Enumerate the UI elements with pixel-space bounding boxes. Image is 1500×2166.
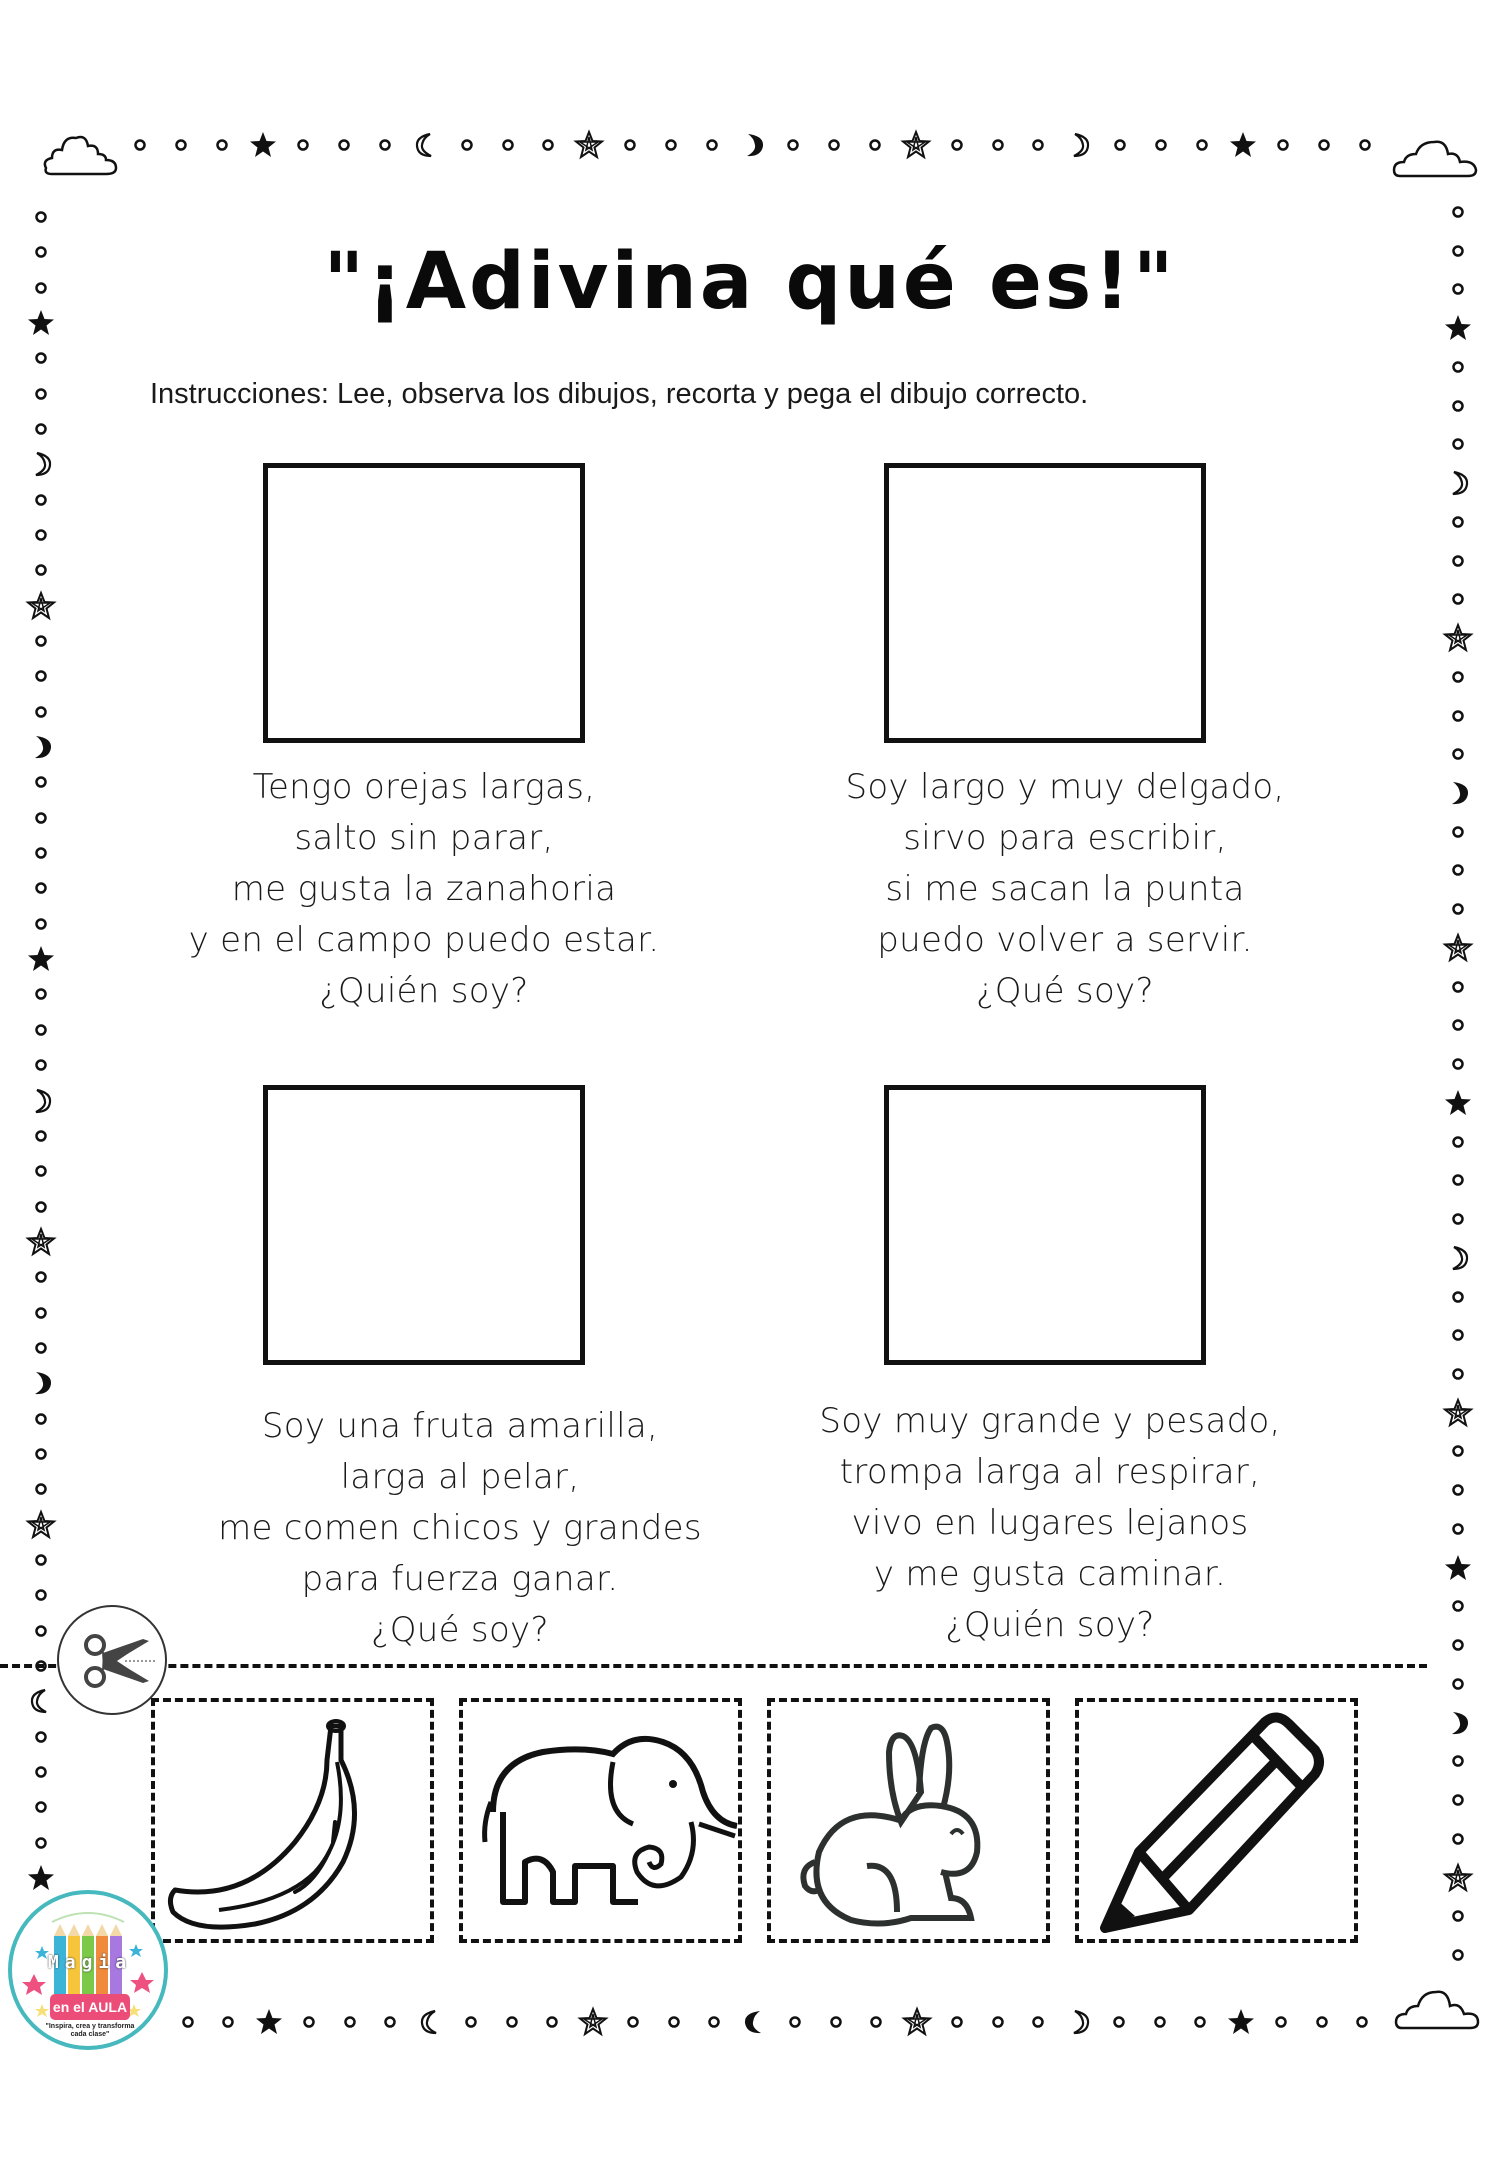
riddle-1 bbox=[174, 762, 674, 1017]
riddle-line: vivo en lugares lejanos bbox=[851, 1503, 1249, 1543]
riddle-2 bbox=[815, 762, 1315, 1017]
brand-logo bbox=[8, 1890, 168, 2050]
riddle-line: trompa larga al respirar, bbox=[839, 1452, 1261, 1492]
riddle-4 bbox=[800, 1396, 1300, 1651]
cut-line bbox=[0, 1664, 1427, 1668]
riddle-question: ¿Quién soy? bbox=[319, 971, 529, 1011]
banana-icon bbox=[155, 1702, 430, 1939]
cloud-icon-top-left bbox=[40, 128, 120, 178]
riddle-line: Tengo orejas largas, bbox=[252, 767, 596, 807]
riddle-line: sirvo para escribir, bbox=[903, 818, 1227, 858]
riddle-line: Soy una fruta amarilla, bbox=[261, 1406, 659, 1446]
elephant-icon bbox=[463, 1702, 738, 1939]
riddle-line: Soy muy grande y pesado, bbox=[819, 1401, 1281, 1441]
logo-name-line2: en el AULA bbox=[50, 1994, 130, 2020]
riddle-line: y me gusta caminar. bbox=[873, 1554, 1227, 1594]
cloud-icon-top-right bbox=[1390, 134, 1480, 184]
riddle-line: me gusta la zanahoria bbox=[231, 869, 617, 909]
paste-box-3[interactable] bbox=[263, 1085, 585, 1365]
instructions-text: Instrucciones: Lee, observa los dibujos, recorta y pega el dibujo correcto. bbox=[150, 378, 1089, 410]
rabbit-icon bbox=[771, 1702, 1046, 1939]
riddle-3 bbox=[210, 1401, 710, 1656]
pencil-icon bbox=[1079, 1702, 1354, 1939]
logo-name-line1: Magia bbox=[47, 1952, 133, 1973]
cutout-rabbit[interactable] bbox=[767, 1698, 1050, 1943]
riddle-line: y en el campo puedo estar. bbox=[188, 920, 660, 960]
cutout-elephant[interactable] bbox=[459, 1698, 742, 1943]
paste-box-2[interactable] bbox=[884, 463, 1206, 743]
riddle-line: Soy largo y muy delgado, bbox=[845, 767, 1285, 807]
cutout-pencil[interactable] bbox=[1075, 1698, 1358, 1943]
riddle-line: si me sacan la punta bbox=[885, 869, 1245, 909]
paste-box-1[interactable] bbox=[263, 463, 585, 743]
riddle-line: puedo volver a servir. bbox=[877, 920, 1253, 960]
paste-box-4[interactable] bbox=[884, 1085, 1206, 1365]
scissors-icon bbox=[59, 1607, 165, 1713]
riddle-line: me comen chicos y grandes bbox=[218, 1508, 702, 1548]
worksheet-title: "¡Adivina qué es!" bbox=[323, 237, 1177, 327]
riddle-question: ¿Qué soy? bbox=[976, 971, 1154, 1011]
cloud-icon-bottom-right bbox=[1392, 1984, 1482, 2034]
riddle-line: para fuerza ganar. bbox=[301, 1559, 619, 1599]
riddle-question: ¿Quién soy? bbox=[945, 1605, 1155, 1645]
riddle-line: larga al pelar, bbox=[340, 1457, 580, 1497]
riddle-question: ¿Qué soy? bbox=[371, 1610, 549, 1650]
cutout-banana[interactable] bbox=[151, 1698, 434, 1943]
riddle-line: salto sin parar, bbox=[294, 818, 554, 858]
logo-slogan: "Inspira, crea y transforma cada clase" bbox=[45, 2023, 135, 2038]
